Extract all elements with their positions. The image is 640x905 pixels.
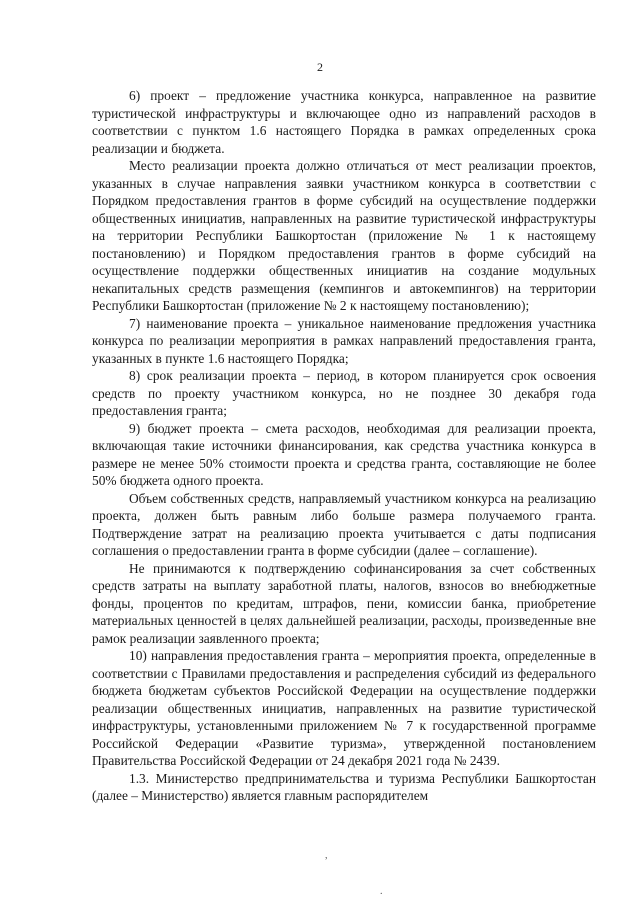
page-number: 2 (317, 60, 323, 74)
scan-mark: . (380, 886, 383, 897)
paragraph-own-funds: Объем собственных средств, направляемый участником конкурса на реализацию проекта, должен быть равным либо больше размера получаемого гранта. Подтверждение затрат на реализацию проекта учитывается с даты подписания соглашения о предоставлении гранта в форме субсидии (далее – соглашение). (92, 490, 596, 558)
paragraph-item-9-project-budget: 9) бюджет проекта – смета расходов, необходимая для реализации проекта, включающая такие источники финансирования, как средства участника конкурса в размере не менее 50% стоимости проекта и средства гранта, составляющие не более 50% бюджета одного проекта. (92, 420, 596, 488)
paragraph-excluded-costs: Не принимаются к подтверждению софинансирования за счет собственных средств затраты на выплату заработной платы, налогов, взносов во внебюджетные фонды, процентов по кредитам, штрафов, пени, комиссии банка, приобретение материальных ценностей в целях дальнейшей реализации, расходы, произведенные вне рамок реализации заявленного проекта; (92, 560, 596, 646)
paragraph-item-10-grant-directions: 10) направления предоставления гранта – мероприятия проекта, определенные в соответствии с Правилами предоставления и распределения субсидий из федерального бюджета бюджетам субъектов Российской Федерации на осуществление поддержки реализации общественных инициатив, направленных на развитие туристической инфраструктуры, установленными приложением № 7 к государственной программе Российской Федерации «Развитие туризма», утвержденной постановлением Правительства Российской Федерации от 24 декабря 2021 года № 2439. (92, 648, 596, 768)
paragraph-project-location: Место реализации проекта должно отличаться от мест реализации проектов, указанных в случае направления заявки участником конкурса в соответствии с Порядком предоставления грантов в форме субсидий на осуществление поддержки общественных инициатив, направленных на развитие туристической инфраструктуры на территории Республики Башкортостан (приложение № 1 к настоящему постановлению) и Порядком предоставления грантов в форме субсидий на осуществление поддержки общественных инициатив на создание модульных некапитальных средств размещения (кемпингов и автокемпингов) на территории Республики Башкортостан (приложение № 2 к настоящему постановлению); (92, 158, 596, 313)
paragraph-1-3-ministry: 1.3. Министерство предпринимательства и туризма Республики Башкортостан (далее – Министерство) является главным распорядителем (92, 770, 596, 803)
paragraph-item-8-project-term: 8) срок реализации проекта – период, в котором планируется срок освоения средств по проекту участником конкурса, но не позднее 30 декабря года предоставления гранта; (92, 368, 596, 418)
paragraph-item-7-project-name: 7) наименование проекта – уникальное наименование предложения участника конкурса по реализации мероприятия в рамках направлений предоставления гранта, указанных в пункте 1.6 настоящего Порядка; (92, 315, 596, 366)
paragraph-item-6-project: 6) проект – предложение участника конкурса, направленное на развитие туристической инфраструктуры и включающее одно из направлений расходов в соответствии с пунктом 1.6 настоящего Порядка в рамках определенных срока реализации и бюджета. (92, 88, 596, 156)
scan-mark: , (325, 850, 328, 861)
document-body (92, 87, 596, 805)
